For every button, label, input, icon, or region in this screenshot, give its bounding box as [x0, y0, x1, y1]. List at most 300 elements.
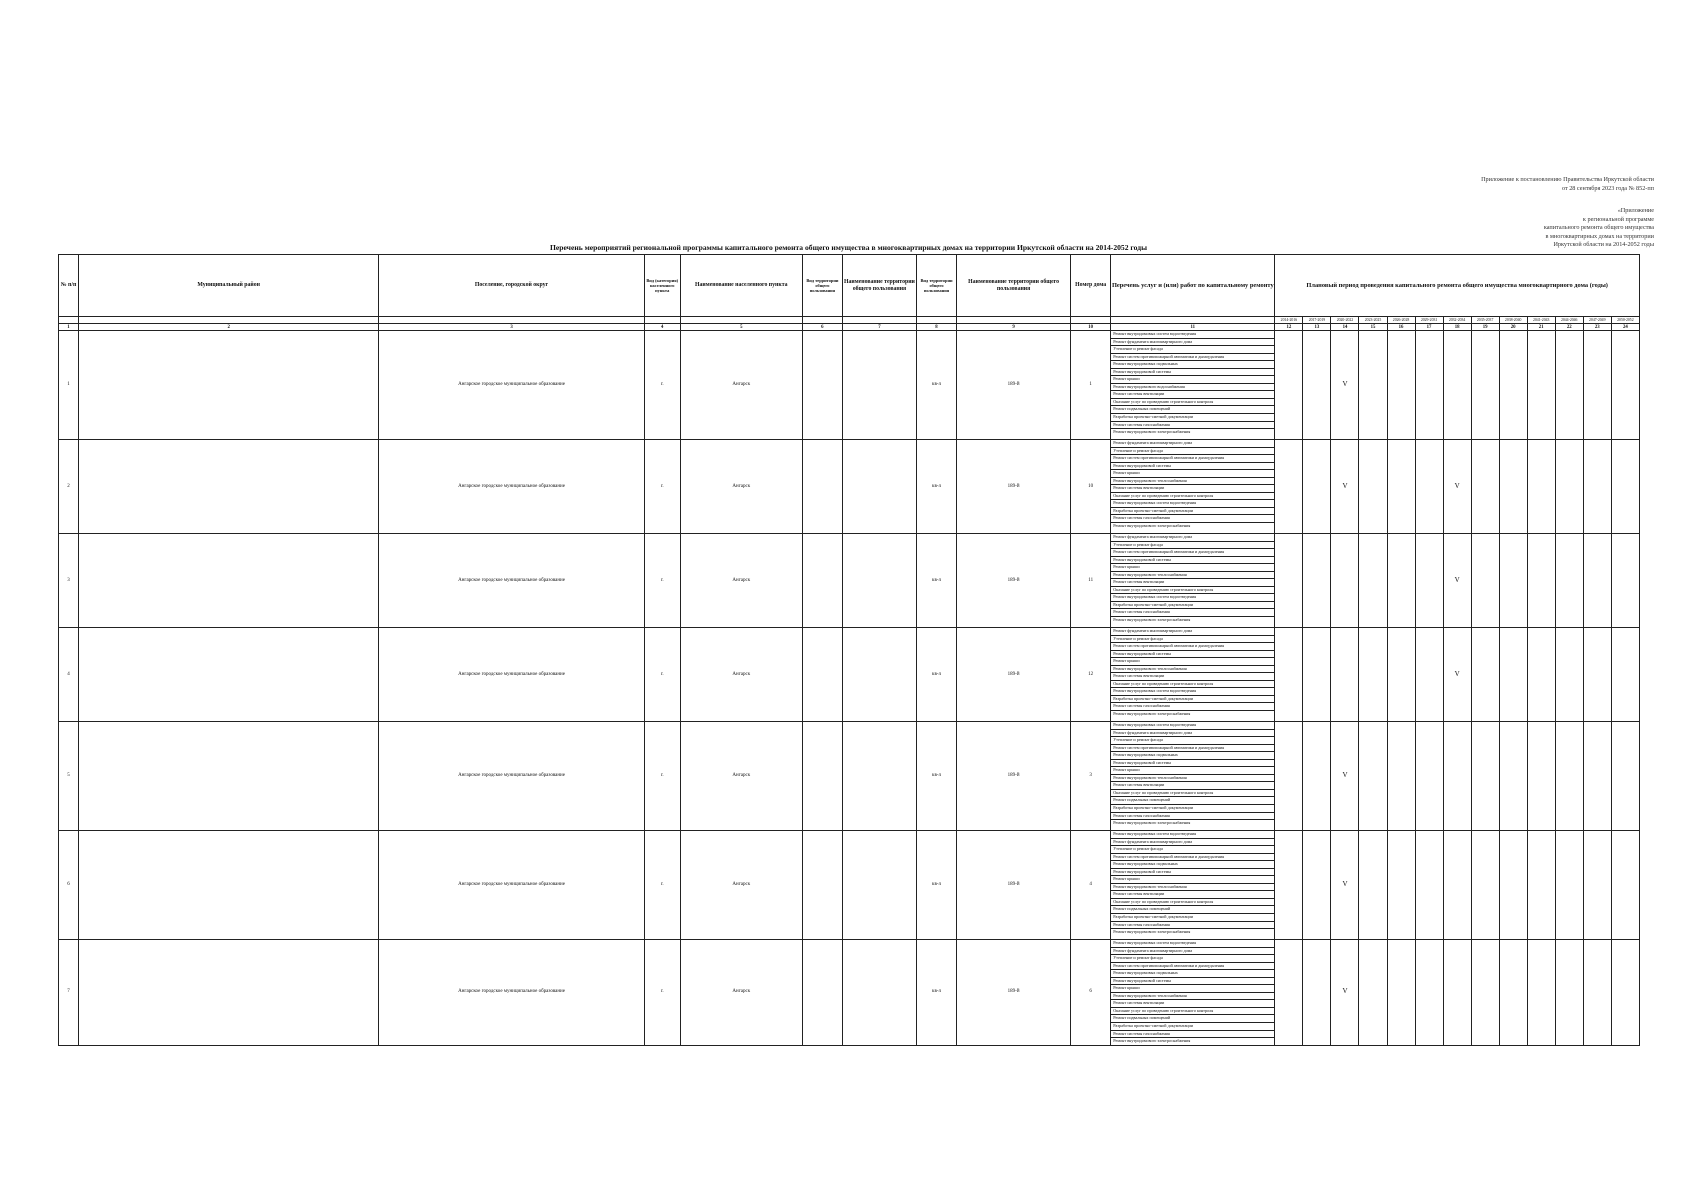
- period-cell: [1583, 831, 1611, 940]
- work-item: Ремонт систем противопожарной автоматики и дымоудаления: [1111, 354, 1274, 362]
- year-range-cell: 2032-2034: [1443, 317, 1471, 324]
- house-number-cell: 3: [1071, 722, 1111, 831]
- period-cell: [1499, 628, 1527, 722]
- work-item: Ремонт внутридомовых систем водоотведения: [1111, 940, 1274, 948]
- column-number-cell: 2: [79, 324, 379, 331]
- period-cell: [1359, 628, 1387, 722]
- municipality-cell: [79, 440, 379, 534]
- year-range-cell: 2044-2046: [1555, 317, 1583, 324]
- period-cell: [1471, 722, 1499, 831]
- blank-cell: [957, 317, 1071, 324]
- table-row: [59, 534, 1640, 628]
- period-mark: V: [1454, 575, 1460, 584]
- locality-cell: Ангарск: [680, 440, 802, 534]
- period-cell: [1583, 628, 1611, 722]
- settlement-type-cell: г.: [644, 628, 680, 722]
- period-cell: [1387, 940, 1415, 1046]
- municipality-cell: [79, 722, 379, 831]
- column-number-cell: 13: [1303, 324, 1331, 331]
- period-cell: [1499, 331, 1527, 440]
- period-cell: [1415, 831, 1443, 940]
- work-item: Ремонт крыши: [1111, 470, 1274, 478]
- work-item: Ремонт внутридомового электроснабжения: [1113, 523, 1191, 529]
- period-cell: [1415, 331, 1443, 440]
- work-item: Ремонт подвальных помещений: [1111, 406, 1274, 414]
- work-item: Ремонт внутридомового электроснабжения: [1113, 617, 1191, 623]
- work-item: Ремонт внутридомовой системы: [1111, 557, 1274, 565]
- period-cell: [1527, 440, 1555, 534]
- work-item: Ремонт системы вентиляции: [1111, 1000, 1274, 1008]
- period-cell: [1443, 940, 1471, 1046]
- row-number: 2: [59, 440, 79, 534]
- table-row: [59, 628, 1640, 722]
- locality-cell: Ангарск: [680, 628, 802, 722]
- header-element-type: Вид территории общего пользования: [916, 255, 956, 317]
- period-mark: V: [1342, 987, 1348, 996]
- period-cell: [1583, 331, 1611, 440]
- header-locality: Наименование населенного пункта: [680, 255, 802, 317]
- work-item: Утепление и ремонт фасада: [1111, 346, 1274, 354]
- works-cell: [1111, 440, 1275, 534]
- work-item: Ремонт крыши: [1111, 564, 1274, 572]
- table-row: [59, 831, 1640, 940]
- year-range-cell: 2041-2043: [1527, 317, 1555, 324]
- house-number-cell: 12: [1071, 628, 1111, 722]
- header-municipality: Муниципальный район: [79, 255, 379, 317]
- year-range-cell: 2026-2028: [1387, 317, 1415, 324]
- period-cell: [1359, 940, 1387, 1046]
- column-number-cell: 3: [379, 324, 644, 331]
- work-item: Ремонт внутридомового теплоснабжения: [1111, 572, 1274, 580]
- municipality-cell: [79, 331, 379, 440]
- period-cell: [1275, 722, 1303, 831]
- territory-name-cell: [842, 534, 916, 628]
- settlement-type-cell: г.: [644, 534, 680, 628]
- work-item: Разработка проектно-сметной документации: [1111, 508, 1274, 516]
- element-name-cell: 189-й: [957, 628, 1071, 722]
- work-item: Ремонт систем противопожарной автоматики и дымоудаления: [1111, 745, 1274, 753]
- blank-cell: [916, 317, 956, 324]
- period-cell: [1387, 440, 1415, 534]
- column-number-cell: 20: [1499, 324, 1527, 331]
- work-item: Ремонт внутридомовых систем водоотведения: [1111, 722, 1274, 730]
- row-number: 3: [59, 534, 79, 628]
- element-type-cell: кв-л: [916, 440, 956, 534]
- municipality-cell: [79, 831, 379, 940]
- territory-type-cell: [802, 940, 842, 1046]
- work-item: Ремонт внутридомовых систем водоотведения: [1111, 688, 1274, 696]
- year-range-cell: 2020-2022: [1331, 317, 1359, 324]
- period-cell: [1415, 534, 1443, 628]
- work-item: Разработка проектно-сметной документации: [1111, 805, 1274, 813]
- house-number-cell: 10: [1071, 440, 1111, 534]
- work-item: Ремонт системы газоснабжения: [1111, 609, 1274, 617]
- appendix-line: к региональной программе: [1582, 215, 1654, 223]
- locality-cell: Ангарск: [680, 940, 802, 1046]
- period-cell: [1303, 534, 1331, 628]
- work-item: Ремонт внутридомовой системы: [1111, 978, 1274, 986]
- period-cell: [1359, 831, 1387, 940]
- blank-cell: [79, 317, 379, 324]
- row-number: 4: [59, 628, 79, 722]
- house-number-cell: 11: [1071, 534, 1111, 628]
- municipality-cell: [79, 628, 379, 722]
- period-cell: [1387, 722, 1415, 831]
- period-cell: [1331, 722, 1359, 831]
- work-item: Ремонт внутридомовых систем водоотведения: [1111, 331, 1274, 339]
- blank-cell: [680, 317, 802, 324]
- territory-type-cell: [802, 722, 842, 831]
- work-item: Оказание услуг по проведению строительного контроля: [1111, 493, 1274, 501]
- work-item: Оказание услуг по проведению строительного контроля: [1111, 399, 1274, 407]
- work-item: Ремонт системы вентиляции: [1111, 782, 1274, 790]
- period-cell: [1415, 722, 1443, 831]
- element-name-cell: 189-й: [957, 940, 1071, 1046]
- blank-cell: [842, 317, 916, 324]
- period-cell: [1583, 722, 1611, 831]
- work-item: Оказание услуг по проведению строительного контроля: [1111, 899, 1274, 907]
- column-number-cell: 17: [1415, 324, 1443, 331]
- work-item: Оказание услуг по проведению строительного контроля: [1111, 587, 1274, 595]
- row-number: 7: [59, 940, 79, 1046]
- territory-type-cell: [802, 440, 842, 534]
- work-item: Ремонт внутридомового электроснабжения: [1113, 820, 1191, 826]
- work-item: Утепление и ремонт фасада: [1111, 636, 1274, 644]
- column-number-cell: 4: [644, 324, 680, 331]
- work-item: Разработка проектно-сметной документации: [1111, 696, 1274, 704]
- period-cell: [1331, 940, 1359, 1046]
- work-item: Ремонт системы вентиляции: [1111, 579, 1274, 587]
- period-cell: [1275, 940, 1303, 1046]
- settlement-type-cell: г.: [644, 831, 680, 940]
- territory-name-cell: [842, 440, 916, 534]
- period-cell: [1611, 440, 1639, 534]
- work-item: Ремонт внутридомовой системы: [1111, 463, 1274, 471]
- work-item: Ремонт внутридомового теплоснабжения: [1111, 666, 1274, 674]
- year-range-cell: 2050-2052: [1611, 317, 1639, 324]
- work-item: Утепление и ремонт фасада: [1111, 448, 1274, 456]
- work-item: Ремонт внутридомовых систем водоотведения: [1111, 594, 1274, 602]
- year-range-cell: 2035-2037: [1471, 317, 1499, 324]
- work-item: Ремонт внутридомовых подвальных: [1111, 752, 1274, 760]
- period-mark: V: [1454, 481, 1460, 490]
- period-cell: [1555, 628, 1583, 722]
- work-item: Ремонт подвальных помещений: [1111, 797, 1274, 805]
- row-number: 5: [59, 722, 79, 831]
- work-item: Ремонт подвальных помещений: [1111, 906, 1274, 914]
- period-cell: [1471, 628, 1499, 722]
- element-name-cell: 189-й: [957, 722, 1071, 831]
- period-cell: [1275, 628, 1303, 722]
- work-item: Ремонт внутридомового теплоснабжения: [1111, 884, 1274, 892]
- period-cell: [1331, 628, 1359, 722]
- period-cell: [1303, 722, 1331, 831]
- works-cell: [1111, 331, 1275, 440]
- works-cell: [1111, 940, 1275, 1046]
- header-settlement: Поселение, городской округ: [379, 255, 644, 317]
- work-item: Ремонт внутридомового электроснабжения: [1113, 711, 1191, 717]
- period-cell: [1443, 628, 1471, 722]
- period-cell: [1527, 722, 1555, 831]
- locality-cell: Ангарск: [680, 534, 802, 628]
- period-cell: [1471, 534, 1499, 628]
- column-number-cell: 1: [59, 324, 79, 331]
- column-number-cell: 24: [1611, 324, 1639, 331]
- work-item: Ремонт крыши: [1111, 767, 1274, 775]
- work-item: Ремонт системы вентиляции: [1111, 391, 1274, 399]
- work-item: Ремонт фундамента многоквартирного дома: [1111, 839, 1274, 847]
- territory-name-cell: [842, 628, 916, 722]
- period-cell: [1499, 831, 1527, 940]
- period-cell: [1499, 440, 1527, 534]
- period-cell: [1611, 534, 1639, 628]
- period-cell: [1331, 534, 1359, 628]
- territory-name-cell: [842, 722, 916, 831]
- period-cell: [1499, 722, 1527, 831]
- period-cell: [1303, 628, 1331, 722]
- work-item: Разработка проектно-сметной документации: [1111, 1023, 1274, 1031]
- column-number-cell: 9: [957, 324, 1071, 331]
- period-cell: [1275, 440, 1303, 534]
- work-item: Ремонт внутридомовой системы: [1111, 651, 1274, 659]
- period-cell: [1415, 940, 1443, 1046]
- work-item: Ремонт внутридомового электроснабжения: [1113, 1038, 1191, 1044]
- blank-cell: [379, 317, 644, 324]
- element-type-cell: кв-л: [916, 331, 956, 440]
- period-cell: [1415, 628, 1443, 722]
- period-cell: [1611, 331, 1639, 440]
- period-cell: [1555, 534, 1583, 628]
- column-number-cell: 19: [1471, 324, 1499, 331]
- year-range-cell: 2047-2049: [1583, 317, 1611, 324]
- settlement-cell: Ангарское городское муниципальное образование: [379, 331, 644, 440]
- period-cell: [1611, 831, 1639, 940]
- settlement-cell: Ангарское городское муниципальное образование: [379, 722, 644, 831]
- period-mark: V: [1342, 380, 1348, 388]
- period-cell: [1359, 534, 1387, 628]
- year-range-row: [59, 317, 1640, 324]
- column-number-cell: 22: [1555, 324, 1583, 331]
- period-cell: [1359, 440, 1387, 534]
- work-item: Ремонт внутридомового теплоснабжения: [1111, 993, 1274, 1001]
- period-cell: [1275, 331, 1303, 440]
- territory-type-cell: [802, 534, 842, 628]
- work-item: Утепление и ремонт фасада: [1111, 955, 1274, 963]
- period-cell: [1555, 940, 1583, 1046]
- territory-type-cell: [802, 331, 842, 440]
- work-item: Ремонт системы газоснабжения: [1111, 1031, 1274, 1039]
- locality-cell: Ангарск: [680, 831, 802, 940]
- settlement-cell: Ангарское городское муниципальное образование: [379, 440, 644, 534]
- period-cell: [1387, 628, 1415, 722]
- column-number-cell: 18: [1443, 324, 1471, 331]
- works-cell: [1111, 722, 1275, 831]
- work-item: Ремонт крыши: [1111, 658, 1274, 666]
- period-mark: V: [1342, 481, 1348, 490]
- period-cell: [1331, 331, 1359, 440]
- row-number: 6: [59, 831, 79, 940]
- table-row: [59, 940, 1640, 1046]
- settlement-cell: Ангарское городское муниципальное образование: [379, 940, 644, 1046]
- work-item: Разработка проектно-сметной документации: [1111, 602, 1274, 610]
- table-row: [59, 722, 1640, 831]
- municipality-cell: [79, 534, 379, 628]
- column-number-cell: 15: [1359, 324, 1387, 331]
- work-item: Ремонт внутридомовой системы: [1111, 369, 1274, 377]
- territory-type-cell: [802, 628, 842, 722]
- period-cell: [1471, 331, 1499, 440]
- territory-name-cell: [842, 331, 916, 440]
- work-item: Оказание услуг по проведению строительного контроля: [1111, 1008, 1274, 1016]
- period-cell: [1387, 831, 1415, 940]
- element-type-cell: кв-л: [916, 940, 956, 1046]
- header-period: Плановый период проведения капитального ремонта общего имущества многоквартирного дома (годы): [1275, 255, 1640, 317]
- period-cell: [1303, 331, 1331, 440]
- territory-name-cell: [842, 831, 916, 940]
- blank-cell: [1111, 317, 1275, 324]
- work-item: Утепление и ремонт фасада: [1111, 737, 1274, 745]
- year-range-cell: 2029-2031: [1415, 317, 1443, 324]
- settlement-cell: Ангарское городское муниципальное образование: [379, 831, 644, 940]
- blank-cell: [802, 317, 842, 324]
- element-name-cell: 189-й: [957, 440, 1071, 534]
- column-number-cell: 11: [1111, 324, 1275, 331]
- appendix-line: Приложение к постановлению Правительства Иркутской области: [1481, 176, 1654, 183]
- work-item: Ремонт систем противопожарной автоматики и дымоудаления: [1111, 963, 1274, 971]
- work-item: Разработка проектно-сметной документации: [1111, 414, 1274, 422]
- period-cell: [1359, 331, 1387, 440]
- work-item: Ремонт внутридомовых систем водоотведения: [1111, 831, 1274, 839]
- period-cell: [1611, 628, 1639, 722]
- period-cell: [1611, 940, 1639, 1046]
- work-item: Ремонт крыши: [1111, 876, 1274, 884]
- period-cell: [1527, 831, 1555, 940]
- year-range-cell: 2014-2016: [1275, 317, 1303, 324]
- works-cell: [1111, 831, 1275, 940]
- period-cell: [1415, 440, 1443, 534]
- column-number-cell: 10: [1071, 324, 1111, 331]
- work-item: Ремонт фундамента многоквартирного дома: [1111, 948, 1274, 956]
- period-cell: [1499, 534, 1527, 628]
- period-cell: [1443, 331, 1471, 440]
- header-settlement-type: Вид (категория) населенного пункта: [644, 255, 680, 317]
- element-type-cell: кв-л: [916, 722, 956, 831]
- work-item: Ремонт фундамента многоквартирного дома: [1111, 440, 1274, 448]
- house-number-cell: 6: [1071, 940, 1111, 1046]
- work-item: Ремонт крыши: [1111, 985, 1274, 993]
- settlement-type-cell: г.: [644, 440, 680, 534]
- works-cell: [1111, 534, 1275, 628]
- table-row: [59, 440, 1640, 534]
- settlement-type-cell: г.: [644, 940, 680, 1046]
- column-number-cell: 12: [1275, 324, 1303, 331]
- work-item: Ремонт систем противопожарной автоматики и дымоудаления: [1111, 455, 1274, 463]
- column-number-cell: 14: [1331, 324, 1359, 331]
- work-item: Ремонт систем противопожарной автоматики и дымоудаления: [1111, 854, 1274, 862]
- work-item: Ремонт фундамента многоквартирного дома: [1111, 339, 1274, 347]
- period-cell: [1583, 940, 1611, 1046]
- header-element-name: Наименование территории общего пользования: [957, 255, 1071, 317]
- period-cell: [1303, 831, 1331, 940]
- column-number-cell: 16: [1387, 324, 1415, 331]
- element-name-cell: 189-й: [957, 331, 1071, 440]
- appendix-line: капитального ремонта общего имущества: [1543, 224, 1654, 231]
- header-num: № п/п: [59, 255, 79, 317]
- period-mark: V: [1342, 771, 1348, 779]
- work-item: Ремонт фундамента многоквартирного дома: [1111, 534, 1274, 542]
- municipality-cell: [79, 940, 379, 1046]
- work-item: Ремонт систем противопожарной автоматики и дымоудаления: [1111, 549, 1274, 557]
- work-item: Ремонт системы газоснабжения: [1111, 813, 1274, 821]
- settlement-cell: Ангарское городское муниципальное образование: [379, 534, 644, 628]
- work-item: Ремонт подвальных помещений: [1111, 1015, 1274, 1023]
- settlement-type-cell: г.: [644, 331, 680, 440]
- period-cell: [1443, 440, 1471, 534]
- column-number-cell: 8: [916, 324, 956, 331]
- period-cell: [1443, 831, 1471, 940]
- work-item: Ремонт внутридомового теплоснабжения: [1111, 775, 1274, 783]
- appendix-line: «Приложение: [1617, 207, 1654, 214]
- year-range-cell: 2038-2040: [1499, 317, 1527, 324]
- column-number-cell: 5: [680, 324, 802, 331]
- year-range-cell: 2017-2019: [1303, 317, 1331, 324]
- work-item: Ремонт внутридомового электроснабжения: [1113, 429, 1191, 435]
- period-cell: [1611, 722, 1639, 831]
- column-number-row: [59, 324, 1640, 331]
- work-item: Ремонт внутридомовой системы: [1111, 869, 1274, 877]
- period-cell: [1303, 940, 1331, 1046]
- period-cell: [1443, 534, 1471, 628]
- work-item: Ремонт системы газоснабжения: [1111, 703, 1274, 711]
- work-item: Ремонт системы вентиляции: [1111, 485, 1274, 493]
- period-cell: [1555, 831, 1583, 940]
- blank-cell: [59, 317, 79, 324]
- period-cell: [1555, 722, 1583, 831]
- house-number-cell: 4: [1071, 831, 1111, 940]
- work-item: Утепление и ремонт фасада: [1111, 542, 1274, 550]
- period-cell: [1443, 722, 1471, 831]
- period-cell: [1331, 440, 1359, 534]
- period-cell: [1387, 534, 1415, 628]
- header-territory-name: Наименование территории общего пользования: [842, 255, 916, 317]
- work-item: Ремонт внутридомовой системы: [1111, 760, 1274, 768]
- work-item: Утепление и ремонт фасада: [1111, 846, 1274, 854]
- element-type-cell: кв-л: [916, 628, 956, 722]
- program-table: [58, 254, 1640, 1046]
- column-number-cell: 23: [1583, 324, 1611, 331]
- period-cell: [1331, 831, 1359, 940]
- column-number-cell: 21: [1527, 324, 1555, 331]
- work-item: Ремонт системы газоснабжения: [1111, 922, 1274, 930]
- settlement-type-cell: г.: [644, 722, 680, 831]
- period-cell: [1555, 331, 1583, 440]
- element-name-cell: 189-й: [957, 534, 1071, 628]
- work-item: Ремонт системы вентиляции: [1111, 891, 1274, 899]
- header-house-number: Номер дома: [1071, 255, 1111, 317]
- appendix-line: от 28 сентября 2023 года № 852-пп: [1561, 184, 1654, 192]
- period-cell: [1555, 440, 1583, 534]
- period-cell: [1303, 440, 1331, 534]
- work-item: Ремонт внутридомовых подвальных: [1111, 861, 1274, 869]
- work-item: Оказание услуг по проведению строительного контроля: [1111, 681, 1274, 689]
- period-cell: [1527, 331, 1555, 440]
- period-cell: [1527, 534, 1555, 628]
- territory-type-cell: [802, 831, 842, 940]
- work-item: Ремонт внутридомового теплоснабжения: [1111, 478, 1274, 486]
- blank-cell: [644, 317, 680, 324]
- blank-cell: [1071, 317, 1111, 324]
- work-item: Ремонт внутридомовых подвальных: [1111, 970, 1274, 978]
